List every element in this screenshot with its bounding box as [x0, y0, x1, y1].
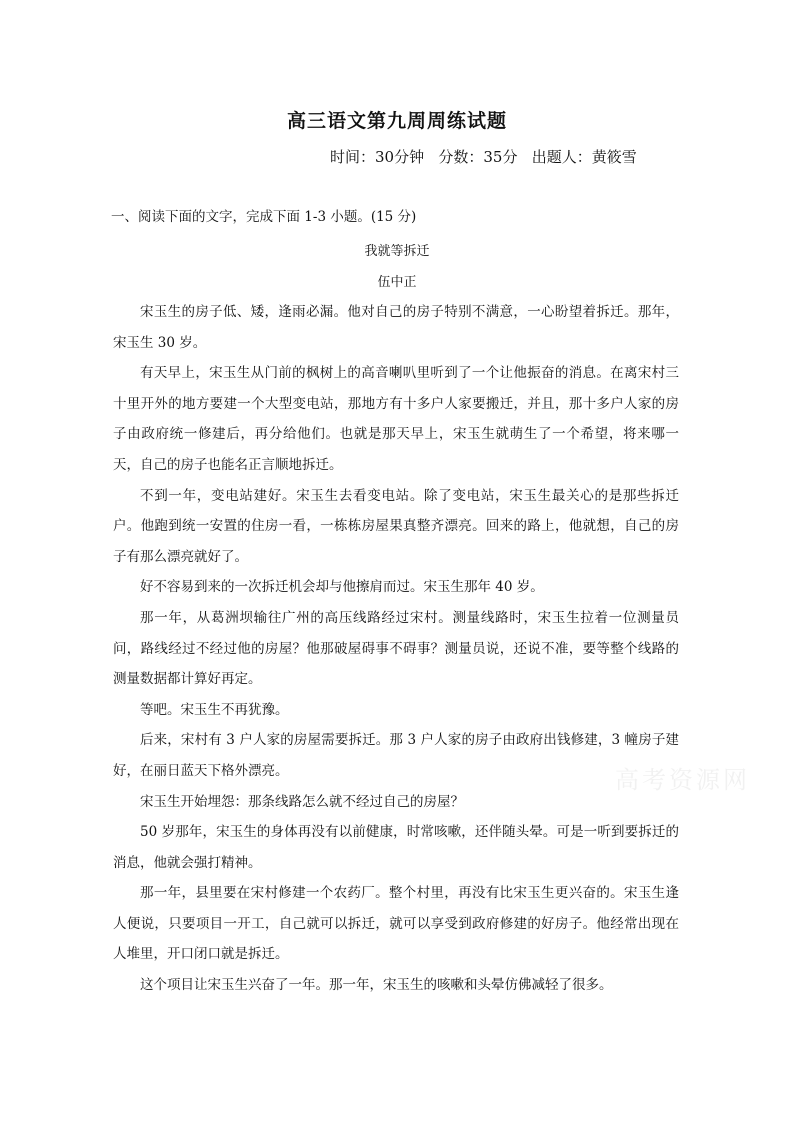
story-title: 我就等拆迁 [364, 244, 430, 259]
paragraph: 有天早上，宋玉生从门前的枫树上的高音喇叭里听到了一个让他振奋的消息。在离宋村三十里开外的地方要建一个大型变电站，那地方有十多户人家要搬迁，并且，那十多户人家的房子由政府统一修建后，再分给他们。也就是那天早上，宋玉生就萌生了一个希望，将来哪一天，自己的房子也能名正言顺地拆迁。 [113, 365, 679, 473]
paragraph: 50 岁那年，宋玉生的身体再没有以前健康，时常咳嗽，还伴随头晕。可是一听到要拆迁的消息，他就会强打精神。 [113, 824, 679, 871]
paragraph: 后来，宋村有 3 户人家的房屋需要拆迁。那 3 户人家的房子由政府出钱修建，3 幢房子建好，在丽日蓝天下格外漂亮。 [113, 732, 679, 779]
paragraph: 那一年，县里要在宋村修建一个农药厂。整个村里，再没有比宋玉生更兴奋的。宋玉生逢人便说，只要项目一开工，自己就可以拆迁，就可以享受到政府修建的好房子。他经常出现在人堆里，开口闭口就是拆迁。 [113, 885, 679, 963]
paragraph: 这个项目让宋玉生兴奋了一年。那一年，宋玉生的咳嗽和头晕仿佛减轻了很多。 [140, 977, 613, 994]
paragraph: 宋玉生开始埋怨：那条线路怎么就不经过自己的房屋？ [140, 793, 464, 810]
paragraph: 不到一年，变电站建好。宋玉生去看变电站。除了变电站，宋玉生最关心的是那些拆迁户。他跑到统一安置的住房一看，一栋栋房屋果真整齐漂亮。回来的路上，他就想，自己的房子有那么漂亮就好了。 [113, 487, 679, 565]
story-body [113, 297, 679, 1001]
exam-title: 高三语文第九周周练试题 [286, 110, 507, 132]
paragraph: 宋玉生的房子低、矮，逢雨必漏。他对自己的房子特别不满意，一心盼望着拆迁。那年，宋玉生 30 岁。 [113, 304, 679, 351]
exam-meta: 时间：30分钟 分数：35分 出题人：黄筱雪 [330, 148, 637, 166]
paragraph: 好不容易到来的一次拆迁机会却与他擦肩而过。宋玉生那年 40 岁。 [140, 579, 544, 596]
question-heading: 一、阅读下面的文字，完成下面 1-3 小题。(15 分) [111, 209, 417, 225]
paragraph: 那一年，从葛洲坝输往广州的高压线路经过宋村。测量线路时，宋玉生拉着一位测量员问，路线经过不经过他的房屋？他那破屋碍事不碍事？测量员说，还说不准，要等整个线路的测量数据都计算好再定。 [113, 609, 679, 688]
paragraph: 等吧。宋玉生不再犹豫。 [140, 701, 289, 718]
story-author: 伍中正 [377, 275, 417, 290]
watermark: 高考资源网 [615, 766, 750, 794]
